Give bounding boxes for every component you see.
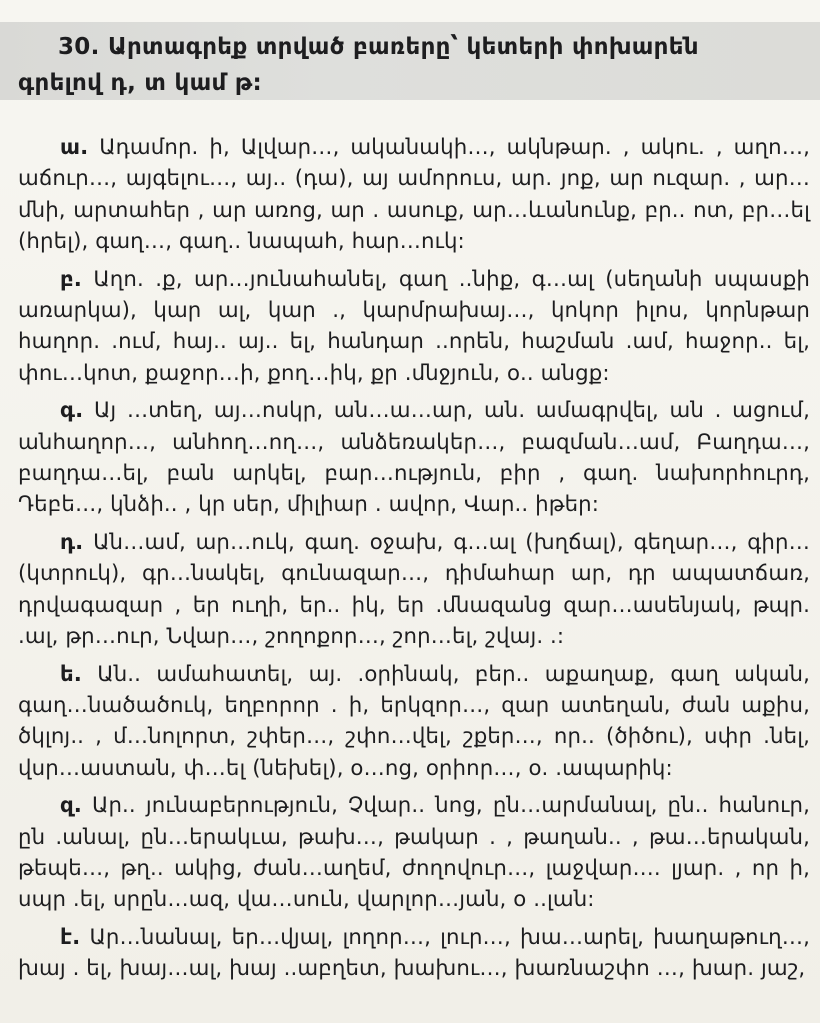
paragraph-text: Ար…նանալ, եր…վյալ, լողոր…, լուր…, խա…արել, խաղաթուղ…, խայ . ել, խայ…ալ, խայ ..աբղետ, խախու…, խառնաշփո …, խար. յաշ,	[18, 924, 810, 982]
paragraph-label: ե.	[60, 661, 82, 687]
paragraph-a	[18, 132, 810, 258]
paragraph-label: գ.	[60, 398, 84, 424]
paragraph-text: Ան…ամ, ար…ուկ, գաղ. օջախ, գ…ալ (խղճալ), գեղար…, գիր… (կտրուկ), գր…նակել, գունազար…, դիմահար ար, դր ապատճառ, դրվագազար , եր ուղի, եր.. իկ, եր .մնազանց զար…ասենյակ, թպր. .ալ, թր…ուր, Նվար…, շողոքոր…, շոր…ել, շվայ. .:	[18, 529, 810, 650]
paragraph-label: բ.	[60, 266, 82, 292]
exercise-instruction: Արտագրեք տրված բառերը՝ կետերի փոխարեն	[107, 34, 699, 60]
paragraph-text: Այ …տեղ, այ…ոսկր, ան…ա…ար, ան. ամագրվել, ան . ացում, անհաղոր…, անհող…ող…, անձեռակեր…, բազման…ամ, Բաղդա…, բաղդա…ել, բան արկել, բար…ություն, բիր , գաղ. նախորհուրդ, Դեբե…, կնձի.. , կր սեր, միլիար . ավոր, Վար.. իթեր:	[18, 398, 810, 518]
paragraph-label: զ.	[60, 793, 82, 819]
paragraph-label: դ.	[60, 529, 84, 555]
exercise-heading-line-2: գրելով դ, տ կամ թ:	[18, 69, 263, 96]
paragraph-text: Ար.. յունաբերություն, Չվար.. նոց, ըն…արմանալ, ըն.. հանուր, ըն .անալ, ըն…երակւա, թախ…, թակար . , թաղան.. , թա…երական, թեպե…, թղ.. ակից, ժան…աղեմ, ժողովուր…, լաջվար…. լյար. , որ ի, սպր .ել, սրըն…ազ, վա…սուն, վարլոր…յան, օ ..լան:	[18, 793, 810, 913]
paragraph-label: ա.	[60, 135, 89, 160]
paragraph-label: է.	[60, 924, 81, 950]
paragraph-z	[18, 790, 810, 916]
paragraph-b	[18, 264, 810, 390]
paragraph-text: Աղո. .ք, ար…յունահանել, գաղ ..նիք, գ…ալ (սեղանի սպասքի առարկա), կար ալ, կար ., կարմրախայ…, կոկոր իլոս, կորնթար հաղոր. .ում, հայ.. այ.. ել, հանդար ..որեն, հաշման .ամ, հաջոր.. ել, փու…կոտ, քաջոր…ի, քող…իկ, քր .մնջյուն, օ.. անցք:	[18, 266, 810, 386]
exercise-heading-line-1	[18, 30, 808, 66]
exercise-heading	[18, 30, 808, 101]
paragraph-d	[18, 527, 810, 653]
exercise-body	[18, 132, 810, 991]
paragraph-text: Ադամոր. ի, Ալվար…, ականակի…, ակնթար. , ակու. , աղո…, աճուր…, այգելու…, այ.. (դա), այ ամորուս, ար. յոք, ար ուզար. , ար…մնի, արտահեր , ար առոց, ար . ասուք, ար…ևանունք, բր.. ոտ, բր…ել (հրել), գաղ…, գաղ.. նապահ, հար…ուկ:	[18, 135, 810, 255]
paragraph-e2	[18, 922, 810, 985]
exercise-number: 30.	[58, 34, 100, 60]
paragraph-g	[18, 395, 810, 521]
paragraph-e	[18, 659, 810, 785]
paragraph-text: Ան.. ամահատել, այ. .օրինակ, բեր.. աքաղաք, գաղ ական, գաղ…նածածուկ, եղբորոր . ի, երկզոր…, զար ատեղան, ժան աքիս, ծկլոյ.. , մ…նոլորտ, շփեր…, շփո…վել, շքեր…, որ.. (ծիծու), սփր .նել, վսր…աստան, փ…ել (նեխել), օ…ոց, օրիոր…, օ. .ապարիկ:	[18, 661, 811, 781]
